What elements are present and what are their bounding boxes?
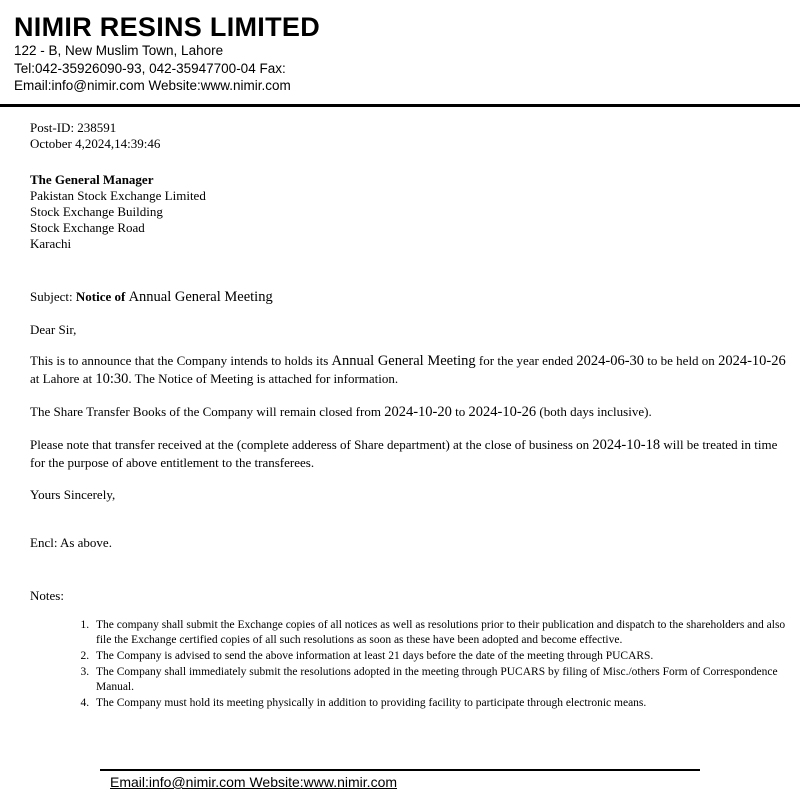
enclosure: Encl: As above. xyxy=(30,534,112,550)
text-segment: for the year ended xyxy=(475,352,577,368)
closing: Yours Sincerely, xyxy=(30,486,116,502)
recipient-line: Karachi xyxy=(30,235,72,251)
notes-list xyxy=(64,618,788,711)
salutation: Dear Sir, xyxy=(30,321,77,337)
text-segment: . The Notice of Meeting is attached for information. xyxy=(128,370,399,386)
text-segment: to be held on xyxy=(644,352,719,368)
note-item: 4. The Company must hold its meeting physically in addition to providing facility to participate through electronic means. xyxy=(92,696,788,711)
header-phone: Tel:042-35926090-93, 042-35947700-04 Fax: xyxy=(14,60,286,76)
post-id: Post-ID: 238591 xyxy=(30,119,117,135)
subject-value: Annual General Meeting xyxy=(128,288,273,305)
post-datetime: October 4,2024,14:39:46 xyxy=(30,135,161,151)
year-ended-date: 2024-06-30 xyxy=(576,352,645,369)
header-address: 122 - B, New Muslim Town, Lahore xyxy=(14,43,224,58)
text-segment: Please note that transfer received at the (complete adderess of Share department) at the close of business on xyxy=(30,436,593,452)
text-segment: will be treated in time for the purpose of above entitlement to the transferees. xyxy=(30,436,778,470)
text-segment: This is to announce that the Company intends to holds its xyxy=(30,352,332,368)
note-item: 2. The Company is advised to send the above information at least 21 days before the date of the meeting through PUCARS. xyxy=(92,649,788,664)
footer xyxy=(0,769,800,790)
company-name: NIMIR RESINS LIMITED xyxy=(14,12,321,42)
closure-end-date: 2024-10-26 xyxy=(468,403,537,420)
header-contact: Email:info@nimir.com Website:www.nimir.com xyxy=(14,78,291,93)
paragraph-announcement xyxy=(30,352,788,388)
subject-line xyxy=(30,288,788,306)
meeting-type-value: Annual General Meeting xyxy=(331,352,476,369)
recipient-line: Stock Exchange Building xyxy=(30,203,163,219)
text-segment: at Lahore at xyxy=(30,370,96,386)
recipient-block xyxy=(30,172,788,252)
transfer-deadline-date: 2024-10-18 xyxy=(592,436,661,453)
note-item: 1. The company shall submit the Exchange copies of all notices as well as resolutions prior to their publication and dispatch to the shareholders and also file the Exchange certified copies of all such resolutions as soon as these have been adopted and become effective. xyxy=(92,618,788,648)
recipient-title: The General Manager xyxy=(30,171,154,187)
paragraph-book-closure xyxy=(30,403,788,421)
subject-label: Subject: xyxy=(30,288,76,304)
recipient-line: Stock Exchange Road xyxy=(30,219,145,235)
meeting-time: 10:30 xyxy=(95,370,129,387)
paragraph-transfer-deadline xyxy=(30,436,788,471)
text-segment: to xyxy=(451,403,469,419)
subject-bold: Notice of xyxy=(75,288,129,304)
letter-body xyxy=(0,107,800,711)
letterhead xyxy=(0,0,800,95)
recipient-line: Pakistan Stock Exchange Limited xyxy=(30,187,206,203)
text-segment: (both days inclusive). xyxy=(536,403,652,419)
meeting-date: 2024-10-26 xyxy=(718,352,786,369)
note-item: 3. The Company shall immediately submit the resolutions adopted in the meeting through PUCARS by filing of Misc./others Form of Correspondence Manual. xyxy=(92,665,788,695)
notes-heading: Notes: xyxy=(30,587,64,603)
footer-divider xyxy=(100,769,700,771)
post-meta xyxy=(30,120,788,152)
footer-contact: Email:info@nimir.com Website:www.nimir.com xyxy=(110,774,398,790)
closure-start-date: 2024-10-20 xyxy=(384,403,452,420)
text-segment: The Share Transfer Books of the Company will remain closed from xyxy=(30,403,385,419)
